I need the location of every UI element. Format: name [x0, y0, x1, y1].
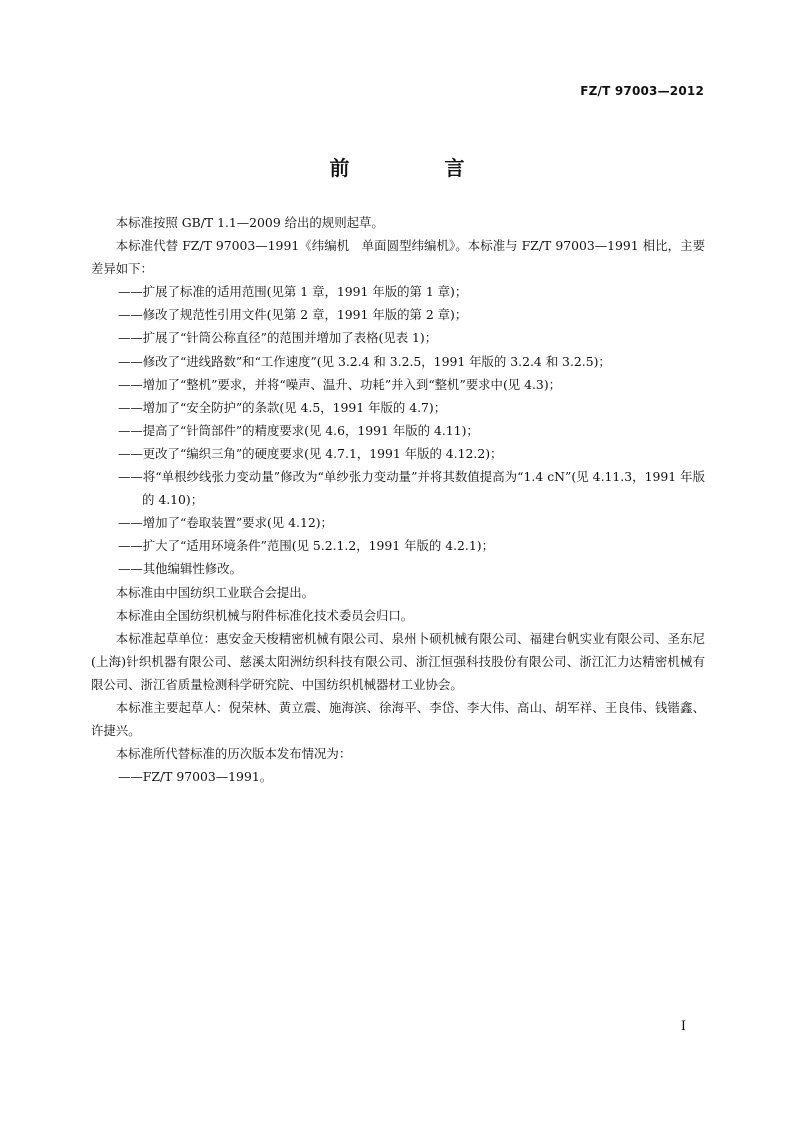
- change-item: ——修改了“进线路数”和“工作速度”(见 3.2.4 和 3.2.5，1991 年版的 3.2.4 和 3.2.5)；: [118, 353, 611, 369]
- change-item: ——扩大了“适用环境条件”范围(见 5.2.1.2，1991 年版的 4.2.1)；: [118, 538, 494, 554]
- paragraph-proposer: 本标准由中国纺织工业联合会提出。: [115, 584, 315, 600]
- page-number: I: [680, 1019, 686, 1034]
- change-item: ——修改了规范性引用文件(见第 2 章，1991 年版的第 2 章)；: [118, 307, 468, 323]
- change-item: ——增加了“安全防护”的条款(见 4.5，1991 年版的 4.7)；: [118, 399, 447, 415]
- page-title: 前 言: [329, 156, 509, 180]
- change-item: ——更改了“编织三角”的硬度要求(见 4.7.1，1991 年版的 4.12.2)；: [118, 445, 503, 461]
- history-item: ——FZ/T 97003—1991。: [118, 769, 273, 785]
- change-item: ——扩展了“针筒公称直径”的范围并增加了表格(见表 1)；: [118, 330, 438, 346]
- change-item: ——将“单根纱线张力变动量”修改为“单纱张力变动量”并将其数值提高为“1.4 cN”(见 4.11.3，1991 年版的 4.10)；: [118, 469, 705, 508]
- paragraph-history-intro: 本标准所代替标准的历次版本发布情况为：: [115, 746, 352, 762]
- change-item: ——增加了“整机”要求，并将“噪声、温升、功耗”并入到“整机”要求中(见 4.3)；: [118, 376, 562, 392]
- change-item: ——扩展了标准的适用范围(见第 1 章，1991 年版的第 1 章)；: [118, 284, 468, 300]
- change-item: ——其他编辑性修改。: [118, 561, 242, 577]
- paragraph-committee: 本标准由全国纺织机械与附件标准化技术委员会归口。: [115, 607, 414, 623]
- paragraph-drafting-units: 本标准起草单位：惠安金天梭精密机械有限公司、泉州卜硕机械有限公司、福建台帆实业有限公司、圣东尼(上海)针织机器有限公司、慈溪太阳洲纺织科技有限公司、浙江恒强科技股份有限公司、浙江汇力达精密机械有限公司、浙江省质量检测科学研究院、中国纺织机械器材工业协会。: [91, 630, 705, 692]
- document-body: [91, 211, 705, 788]
- paragraph-drafting-rules: 本标准按照 GB/T 1.1—2009 给出的规则起草。: [115, 215, 384, 230]
- paragraph-drafters: 本标准主要起草人：倪荣林、黄立震、施海滨、徐海平、李岱、李大伟、高山、胡军祥、王良伟、钱锴鑫、许捷兴。: [91, 699, 705, 739]
- change-item: ——提高了“针筒部件”的精度要求(见 4.6，1991 年版的 4.11)；: [118, 422, 479, 438]
- paragraph-replacement: 本标准代替 FZ/T 97003—1991《纬编机 单面圆型纬编机》。本标准与 FZ/T 97003—1991 相比，主要差异如下：: [91, 238, 705, 277]
- standard-code: FZ/T 97003—2012: [580, 84, 704, 98]
- change-item: ——增加了“卷取装置”要求(见 4.12)；: [118, 515, 333, 531]
